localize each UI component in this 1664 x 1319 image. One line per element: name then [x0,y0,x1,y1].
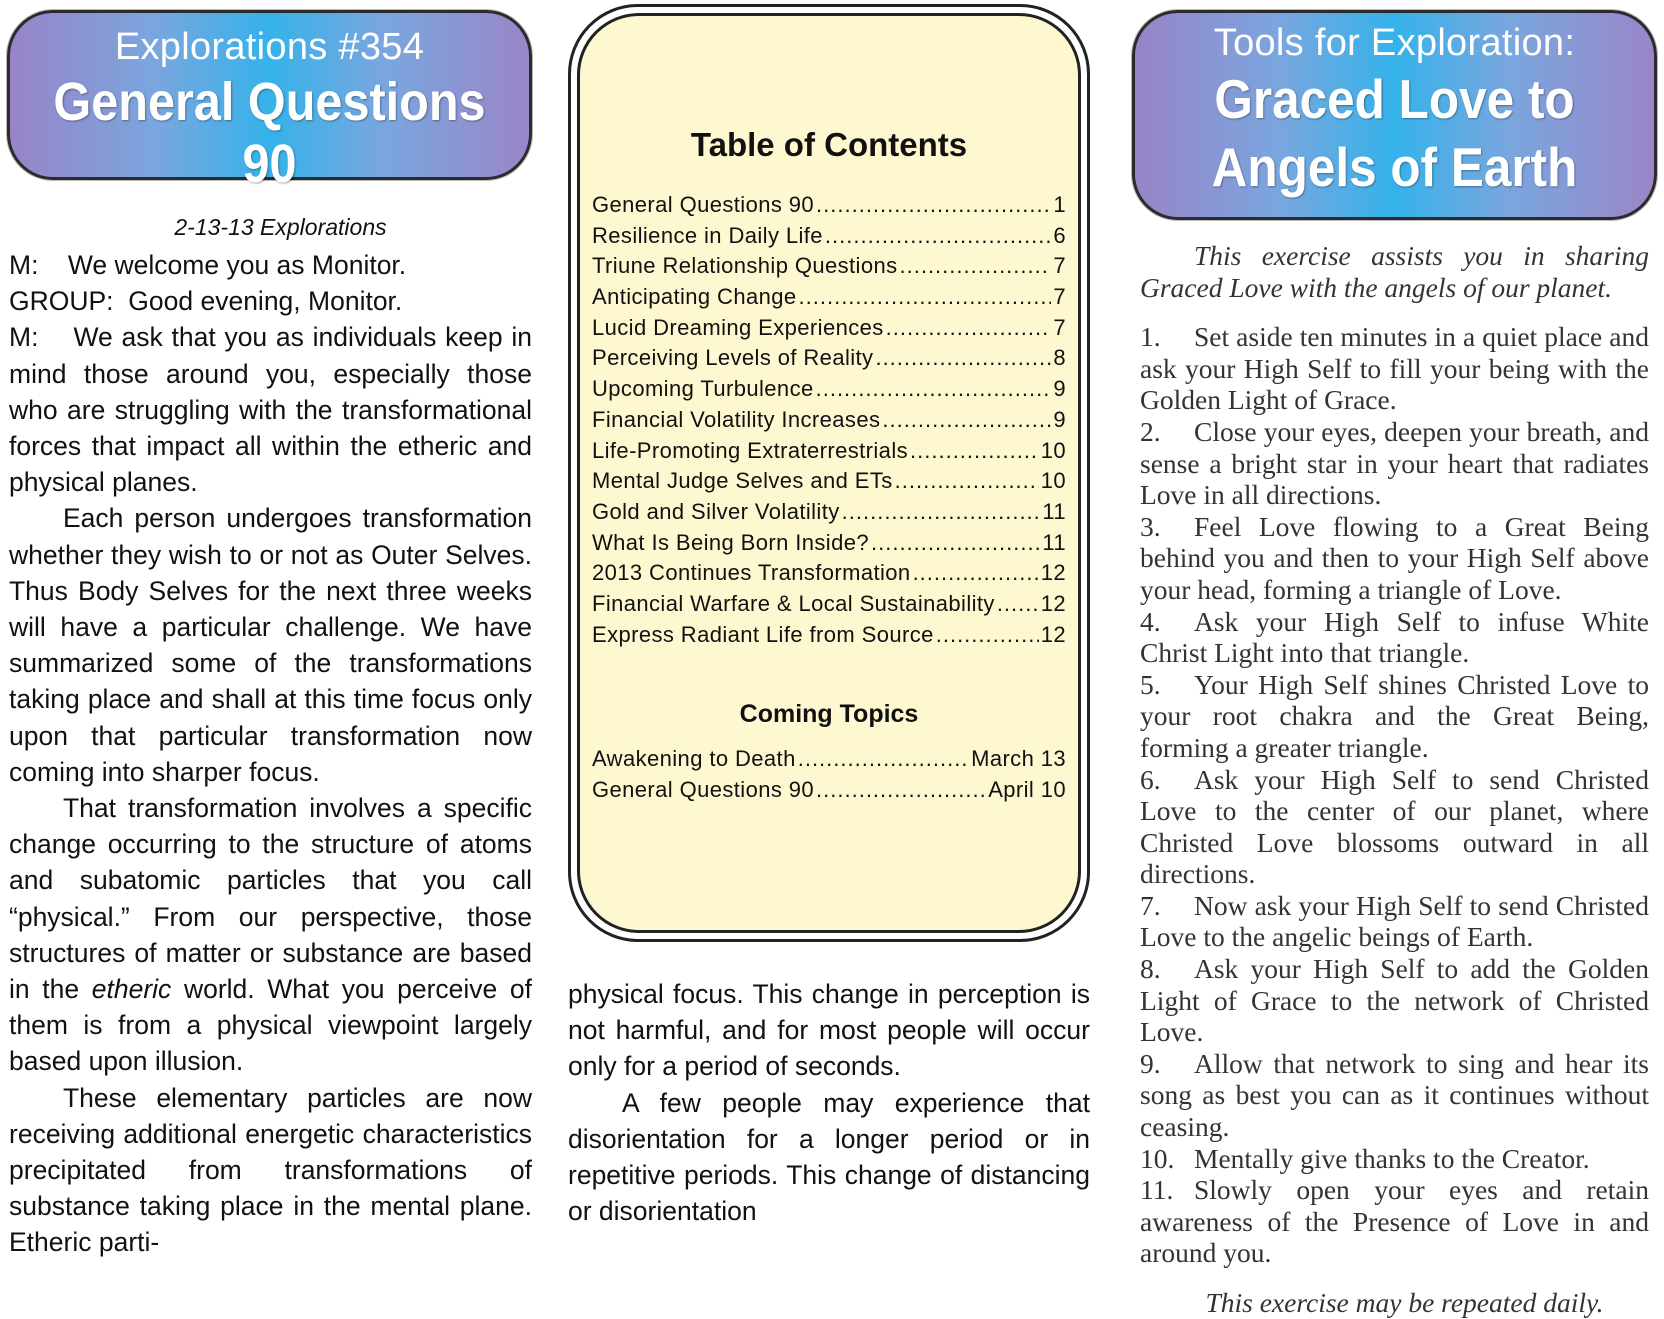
toc-entry-page: 8 [1053,345,1066,371]
toc-entry-title: 2013 Continues Transformation [592,560,911,586]
exercise-intro: This exercise assists you in sharing Graced Love with the angels of our planet. [1140,240,1649,303]
toc-leader-dots [900,253,1052,279]
toc-entry-title: Upcoming Turbulence [592,376,814,402]
exercise-step [1140,953,1649,1048]
toc-entry [592,560,1066,591]
dialog-line [9,283,532,319]
toc-entry-title: General Questions 90 [592,192,815,217]
banner-subtitle: Tools for Exploration: [1213,22,1576,64]
step-number: 11. [1140,1174,1174,1206]
exercise-step [1140,321,1649,416]
toc-entry [592,223,1066,254]
toc-entry [592,407,1066,438]
step-text: Now ask your High Self to send Christed Love to the angelic beings of Earth. [1140,889,1649,953]
toc-entry [592,622,1066,653]
toc-leader-dots [816,777,986,803]
coming-topic-entry [592,777,1066,808]
speaker-label: GROUP: [9,286,114,317]
toc-entry-page: 12 [1040,621,1066,647]
toc-leader-dots [895,468,1039,494]
paragraph: physical focus. This change in perception is not harmful, and for most people will occur only for a period of seconds. [568,979,1090,1082]
step-text: Ask your High Self to send Christed Love to the center of our planet, where Christed Love blossoms outward in all directions. [1140,763,1649,890]
step-number: 9. [1140,1047,1161,1079]
toc-entry [592,468,1066,499]
toc-entry-page: 10 [1040,468,1066,494]
exercise-closing: This exercise may be repeated daily. [1205,1287,1604,1318]
coming-topic-entry [592,746,1066,777]
coming-topic-date: April 10 [988,776,1066,802]
left-banner [7,10,532,194]
paragraph-text: That transformation involves a specific change occurring to the structure of atoms and subatomic particles that you call “physical.” From our perspective, those structures of matter or substance are based in the [9,793,532,1005]
toc-leader-dots [913,560,1039,586]
toc-entry-page: 7 [1053,253,1066,279]
toc-entry-page: 9 [1053,406,1066,432]
toc-leader-dots [997,591,1039,617]
banner-title: General Questions 90 [53,72,486,194]
toc-entry [592,438,1066,469]
emphasis-word: etheric [91,974,172,1005]
date-line: 2-13-13 Explorations [174,214,387,240]
toc-entry-page: 12 [1040,590,1066,616]
toc-leader-dots [871,530,1040,556]
toc-entry-title: Lucid Dreaming Experiences [592,314,884,340]
toc-entry-title: Perceiving Levels of Reality [592,345,874,371]
dialog-line [9,319,532,500]
coming-topics-list [592,746,1066,807]
toc-entry [592,376,1066,407]
toc-leader-dots [910,438,1039,464]
speaker-label: M: [9,322,39,353]
toc-leader-dots [886,315,1052,341]
toc-entry [592,499,1066,530]
toc-leader-dots [799,284,1052,310]
step-number: 1. [1140,321,1161,353]
article-body [9,247,532,1261]
toc-entry-page: 1 [1053,192,1066,217]
dialog-text: We welcome you as Monitor. [67,250,407,280]
step-text: Ask your High Self to add the Golden Light of Grace to the network of Christed Love. [1140,953,1649,1048]
step-number: 4. [1140,605,1161,637]
toc-entry [592,315,1066,346]
toc-entry-page: 7 [1053,284,1066,310]
toc-entry-page: 6 [1053,222,1066,248]
toc-leader-dots [842,499,1041,525]
toc-leader-dots [798,746,969,772]
paragraph: Each person undergoes transformation whether they wish to or not as Outer Selves. Thus Body Selves for the next three weeks will have a particular challenge. We have summarized some of the transformations taking place and shall at this time focus only upon that particular transformation now coming into sharper focus. [9,503,532,787]
toc-entry [592,530,1066,561]
exercise-column [1140,240,1649,1319]
right-banner [1132,10,1657,220]
coming-topic-title: Awakening to Death [592,746,796,771]
paragraph [9,790,532,1080]
toc-leader-dots [882,407,1051,433]
toc-entry [592,253,1066,284]
toc-entry-page: 7 [1053,314,1066,340]
toc-panel [577,13,1081,933]
exercise-step [1140,1174,1649,1269]
toc-entry-page: 12 [1040,560,1066,586]
paragraph: These elementary particles are now receiving additional energetic characteristics precipitated from transformations of substance taking place in the mental plane. Etheric parti- [9,1082,532,1258]
exercise-step [1140,1048,1649,1143]
article-body-continued [568,976,1090,1229]
step-number: 7. [1140,889,1161,921]
toc-entry-title: Resilience in Daily Life [592,222,823,248]
exercise-steps [1140,321,1649,1269]
toc-entry-title: Express Radiant Life from Source [592,621,934,647]
dialog-text: We ask that you as individuals keep in mind those around you, especially those who are struggling with the transformational forces that impact all within the etheric and physical planes. [9,322,533,498]
toc-entry [592,192,1066,223]
coming-topic-date: March 13 [971,746,1066,771]
exercise-step [1140,890,1649,953]
toc-entry [592,591,1066,622]
toc-list [592,192,1066,652]
step-number: 3. [1140,510,1161,542]
toc-entry-title: Anticipating Change [592,284,797,310]
toc-leader-dots [936,622,1039,648]
toc-entry-title: What Is Being Born Inside? [592,529,869,555]
toc-leader-dots [816,192,1051,218]
coming-topic-title: General Questions 90 [592,776,815,802]
paragraph: A few people may experience that disorientation for a longer period or in repetitive periods. This change of distancing or disorientation [568,1087,1090,1227]
toc-leader-dots [875,345,1051,371]
step-text: Ask your High Self to infuse White Christ Light into that triangle. [1140,605,1649,669]
exercise-step [1140,764,1649,890]
step-text: Allow that network to sing and hear its song as best you can as it continues without ceasing. [1140,1047,1649,1143]
paragraph-text: world. What you perceive of them is from a physical viewpoint largely based upon illusion. [9,974,532,1077]
speaker-label: M: [9,250,39,280]
exercise-step [1140,511,1649,606]
toc-entry-page: 11 [1042,498,1066,524]
exercise-step [1140,669,1649,764]
step-text: Feel Love flowing to a Great Being behind you and then to your High Self above your head, forming a triangle of Love. [1140,510,1649,605]
dialog-line [9,247,532,283]
step-number: 2. [1140,415,1161,447]
step-number: 8. [1140,953,1161,985]
banner-title-line1: Graced Love to [1214,68,1575,130]
toc-leader-dots [816,376,1052,402]
toc-entry [592,284,1066,315]
step-text: Your High Self shines Christed Love to your root chakra and the Great Being, forming a greater triangle. [1140,668,1649,763]
table-of-contents-box [568,4,1090,942]
toc-entry-title: Mental Judge Selves and ETs [592,468,893,494]
toc-entry [592,345,1066,376]
toc-entry-page: 9 [1053,376,1066,402]
step-number: 5. [1140,668,1161,700]
step-text: Slowly open your eyes and retain awareness of the Presence of Love in and around you. [1140,1174,1649,1269]
toc-entry-title: Financial Warfare & Local Sustainability [592,590,995,616]
middle-column [568,976,1090,1229]
step-text: Mentally give thanks to the Creator. [1194,1142,1590,1174]
left-column [9,210,532,1261]
banner-title-line2: Angels of Earth [1211,136,1578,198]
banner-subtitle: Explorations #354 [114,26,425,68]
step-text: Set aside ten minutes in a quiet place and ask your High Self to fill your being with the Golden Light of Grace. [1140,321,1649,416]
toc-entry-title: Gold and Silver Volatility [592,498,840,524]
dialog-text: Good evening, Monitor. [128,286,403,317]
coming-topics-title: Coming Topics [739,700,919,728]
toc-entry-title: Life-Promoting Extraterrestrials [592,437,909,463]
exercise-step [1140,606,1649,669]
step-number: 10. [1140,1142,1175,1174]
toc-entry-page: 11 [1042,529,1066,555]
step-text: Close your eyes, deepen your breath, and sense a bright star in your heart that radiates Love in all directions. [1140,415,1649,511]
toc-entry-title: Financial Volatility Increases [592,406,881,432]
toc-leader-dots [825,223,1051,249]
toc-title: Table of Contents [690,126,968,163]
step-number: 6. [1140,763,1161,795]
toc-entry-page: 10 [1040,437,1066,463]
exercise-step [1140,416,1649,511]
toc-entry-title: Triune Relationship Questions [592,253,898,279]
exercise-step [1140,1143,1649,1175]
